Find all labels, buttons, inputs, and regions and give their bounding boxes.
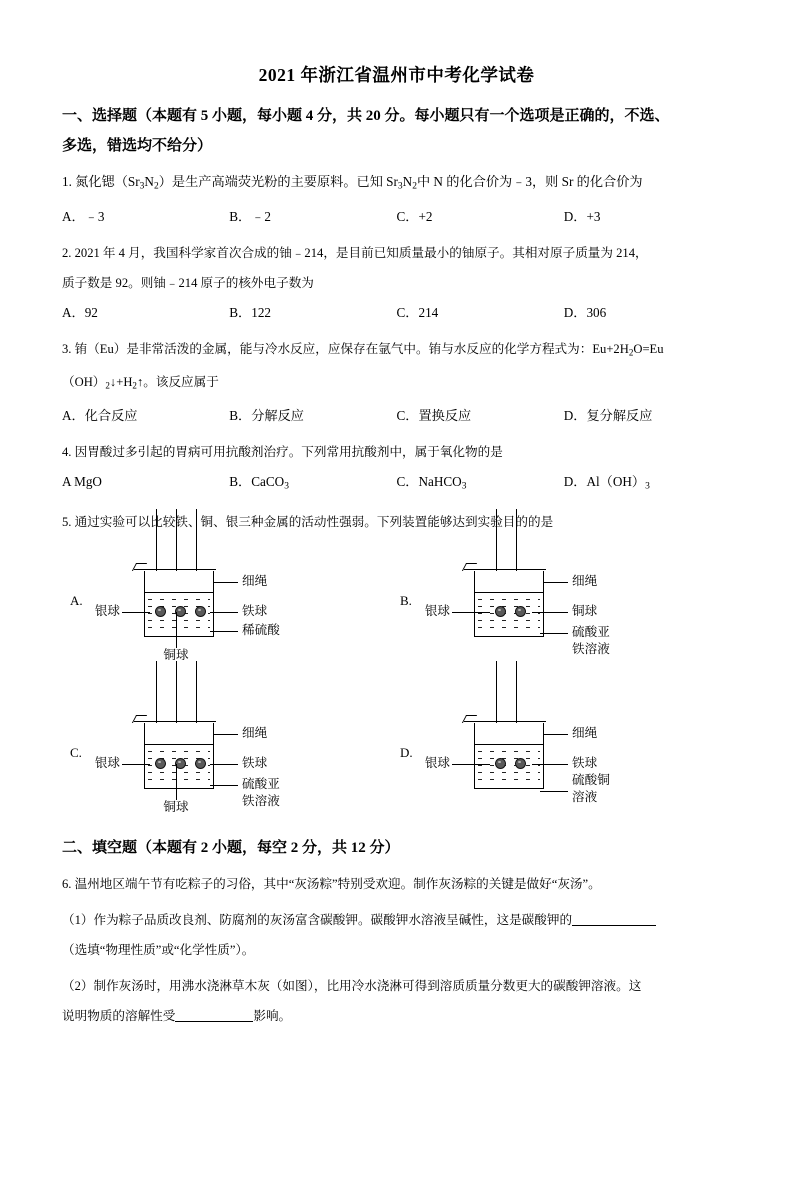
q4-option-a-label: A <box>62 473 71 489</box>
label-copper-ball: 铜球 <box>572 604 598 619</box>
figure-option-a[interactable] <box>62 541 402 687</box>
q2-option-d[interactable]: D．306 <box>563 304 607 320</box>
q1-text-i: 中 N 的化合价为﹣3，则 Sr 的化合价为 <box>416 174 643 189</box>
beaker-body <box>474 723 544 789</box>
label-string: 细绳 <box>242 726 268 741</box>
q1-text-a: 1. 氮化锶（Sr <box>62 174 140 189</box>
label-silver-ball: 银球 <box>94 756 120 771</box>
section-one-line1: 一、选择题（本题有 5 小题，每小题 4 分，共 20 分。每小题只有一个选项是正确的，不选、 <box>62 108 670 124</box>
q6-p1-line2: （选填“物理性质”或“化学性质”）。 <box>62 943 255 958</box>
label-solution-line1: 硫酸铜 <box>572 773 610 788</box>
string-2 <box>516 661 517 723</box>
q4-option-d-label: D． <box>563 473 587 489</box>
question-3-stem <box>62 334 731 401</box>
string-1 <box>156 661 157 723</box>
q2-option-b[interactable]: B．122 <box>229 304 272 320</box>
q2-option-c[interactable]: C．214 <box>396 304 439 320</box>
question-6-part-1 <box>62 905 731 965</box>
q4-option-a-formula: MgO <box>74 473 102 489</box>
q4-option-d-sub: 3 <box>645 481 650 492</box>
leader-solution <box>210 631 238 632</box>
figure-option-b[interactable] <box>392 541 732 687</box>
leader-right-ball <box>532 764 568 765</box>
q3-text-d: ↓+H <box>109 375 133 390</box>
string-1 <box>156 509 157 571</box>
liquid-surface <box>145 592 213 593</box>
q3-text-c: （OH） <box>62 375 106 390</box>
q4-option-a[interactable] <box>62 467 229 502</box>
q3-option-d[interactable]: D．复分解反应 <box>563 407 653 423</box>
q4-option-b[interactable] <box>229 467 396 502</box>
question-2-options <box>62 298 731 328</box>
question-3-options <box>62 401 731 431</box>
exam-page <box>0 62 793 1184</box>
q1-option-c[interactable]: C．+2 <box>396 208 433 224</box>
string-2 <box>176 661 177 723</box>
question-1-stem <box>62 167 731 202</box>
string-3 <box>196 509 197 571</box>
label-solution-line2: 溶液 <box>572 790 598 805</box>
q3-text-b: O=Eu <box>633 341 664 356</box>
q4-option-b-formula: CaCO <box>251 473 285 489</box>
figure-b-beaker <box>470 541 550 687</box>
beaker-rim <box>134 569 216 570</box>
label-iron-ball: 铁球 <box>242 604 268 619</box>
page-title: 2021 年浙江省温州市中考化学试卷 <box>258 65 535 85</box>
q1-sub-4: 2 <box>412 181 417 192</box>
q4-option-c-formula: NaHCO <box>418 473 462 489</box>
beaker-body <box>474 571 544 637</box>
label-silver-ball: 银球 <box>424 756 450 771</box>
leader-bottom-ball-v <box>176 764 177 800</box>
figure-d-beaker <box>470 693 550 839</box>
beaker-rim <box>464 721 546 722</box>
q1-option-d[interactable]: D．+3 <box>563 208 601 224</box>
label-string: 细绳 <box>242 574 268 589</box>
q1-option-a[interactable]: A．﹣3 <box>62 208 105 224</box>
liquid-surface <box>475 744 543 745</box>
q3-line-2 <box>62 367 731 401</box>
liquid-body <box>475 744 543 788</box>
q6-p1-line1 <box>62 905 731 935</box>
label-copper-ball: 铜球 <box>163 648 189 663</box>
q3-option-c[interactable]: C．置换反应 <box>396 407 472 423</box>
q3-option-b[interactable]: B．分解反应 <box>229 407 304 423</box>
q1-sub-3: 3 <box>397 181 403 192</box>
leader-string <box>544 734 568 735</box>
label-silver-ball: 银球 <box>424 604 450 619</box>
label-copper-ball: 铜球 <box>163 800 189 815</box>
question-5-stem: 5. 通过实验可以比较铁、铜、银三种金属的活动性强弱。下列装置能够达到实验目的的是 <box>62 515 554 530</box>
figure-c-option-label: C. <box>70 745 82 761</box>
leader-right-ball <box>532 612 568 613</box>
leader-solution <box>540 633 568 634</box>
string-2 <box>516 509 517 571</box>
q1-text-e: ）是生产高端荧光粉的主要原料。已知 Sr <box>158 174 398 189</box>
figure-a-option-label: A. <box>70 593 83 609</box>
label-solution: 稀硫酸 <box>242 623 280 638</box>
leader-right-ball <box>210 612 238 613</box>
string-2 <box>176 509 177 571</box>
q1-option-b[interactable]: B．﹣2 <box>229 208 272 224</box>
label-solution-line2: 铁溶液 <box>572 642 610 657</box>
label-string: 细绳 <box>572 726 598 741</box>
leader-string <box>214 582 238 583</box>
q3-sub-2: 2 <box>105 380 110 391</box>
answer-blank-2[interactable] <box>175 1021 253 1022</box>
leader-left-ball <box>452 764 490 765</box>
answer-blank-1[interactable] <box>572 925 656 926</box>
leader-solution <box>210 785 238 786</box>
q6-p2-line2 <box>62 1001 731 1031</box>
q4-option-c-label: C． <box>396 473 419 489</box>
question-4-options <box>62 467 731 502</box>
beaker-body <box>144 723 214 789</box>
q4-option-b-sub: 3 <box>284 481 289 492</box>
q1-text-g: N <box>402 174 413 189</box>
q4-option-c[interactable] <box>397 467 564 502</box>
leader-right-ball <box>210 764 238 765</box>
q6-p1-text: （1）作为粽子品质改良剂、防腐剂的灰汤富含碳酸钾。碳酸钾水溶液呈碱性，这是碳酸钾的 <box>62 913 573 928</box>
q4-option-c-sub: 3 <box>461 481 467 492</box>
section-two-heading: 二、填空题（本题有 2 小题，每空 2 分，共 12 分） <box>62 840 400 857</box>
q2-line-2: 质子数是 92。则铀﹣214 原子的核外电子数为 <box>62 275 314 290</box>
label-iron-ball: 铁球 <box>572 756 598 771</box>
q6-p2-text-b: 影响。 <box>253 1009 292 1024</box>
question-4-stem: 4. 因胃酸过多引起的胃病可用抗酸剂治疗。下列常用抗酸剂中，属于氧化物的是 <box>62 444 503 459</box>
q3-text-e: ↑。该反应属于 <box>136 375 219 390</box>
string-1 <box>496 661 497 723</box>
figure-b-option-label: B. <box>400 593 412 609</box>
q3-line-1 <box>62 334 731 368</box>
question-2-stem <box>62 238 731 298</box>
leader-left-ball <box>122 612 150 613</box>
q1-sub-1: 3 <box>139 181 145 192</box>
label-iron-ball: 铁球 <box>242 756 268 771</box>
label-silver-ball: 银球 <box>94 604 120 619</box>
q4-option-d-formula: Al（OH） <box>586 473 646 489</box>
leader-left-ball <box>452 612 490 613</box>
figure-option-c[interactable] <box>62 693 402 839</box>
section-one-line2: 多选，错选均不给分） <box>62 138 213 154</box>
q3-option-a[interactable]: A．化合反应 <box>62 407 138 423</box>
liquid-surface <box>145 744 213 745</box>
label-solution-line1: 硫酸亚 <box>572 625 610 640</box>
question-6-part-2 <box>62 971 731 1031</box>
liquid-body <box>475 592 543 636</box>
section-one-heading <box>62 101 731 161</box>
q4-option-b-label: B． <box>229 473 252 489</box>
label-solution-line2: 铁溶液 <box>242 794 280 809</box>
figure-c-beaker <box>140 693 220 839</box>
label-solution-line1: 硫酸亚 <box>242 777 280 792</box>
figure-d-option-label: D. <box>400 745 413 761</box>
beaker-rim <box>134 721 216 722</box>
q1-sub-2: 2 <box>153 181 159 192</box>
beaker-rim <box>464 569 546 570</box>
leader-left-ball <box>122 764 150 765</box>
question-1-options <box>62 202 731 232</box>
string-3 <box>196 661 197 723</box>
q2-line-1: 2. 2021 年 4 月，我国科学家首次合成的铀﹣214，是目前已知质量最小的铀原子。其相对原子质量为 214， <box>62 245 648 260</box>
leader-solution <box>540 791 568 792</box>
q2-option-a[interactable]: A．92 <box>62 304 98 320</box>
question-6-stem: 6. 温州地区端午节有吃粽子的习俗，其中“灰汤粽”特别受欢迎。制作灰汤粽的关键是做好“灰汤”。 <box>62 877 601 892</box>
q3-text-a: 3. 铕（Eu）是非常活泼的金属，能与冷水反应，应保存在氩气中。铕与水反应的化学方程式为：Eu+2H <box>62 341 629 356</box>
leader-string <box>544 582 568 583</box>
beaker-body <box>144 571 214 637</box>
q3-sub-3: 2 <box>132 380 137 391</box>
leader-string <box>214 734 238 735</box>
leader-bottom-ball-v <box>176 612 177 648</box>
label-string: 细绳 <box>572 574 598 589</box>
figure-a-beaker <box>140 541 220 687</box>
liquid-surface <box>475 592 543 593</box>
q3-sub-1: 2 <box>628 347 634 358</box>
question-5-figures <box>0 541 793 833</box>
q1-text-c: N <box>144 174 154 189</box>
q6-p2-text-a: 说明物质的溶解性受 <box>62 1009 176 1024</box>
q4-option-d[interactable] <box>564 467 731 502</box>
string-1 <box>496 509 497 571</box>
figure-option-d[interactable] <box>392 693 732 839</box>
q6-p2-line1: （2）制作灰汤时，用沸水浇淋草木灰（如图），比用冷水浇淋可得到溶质质量分数更大的碳酸钾溶液。这 <box>62 979 642 994</box>
